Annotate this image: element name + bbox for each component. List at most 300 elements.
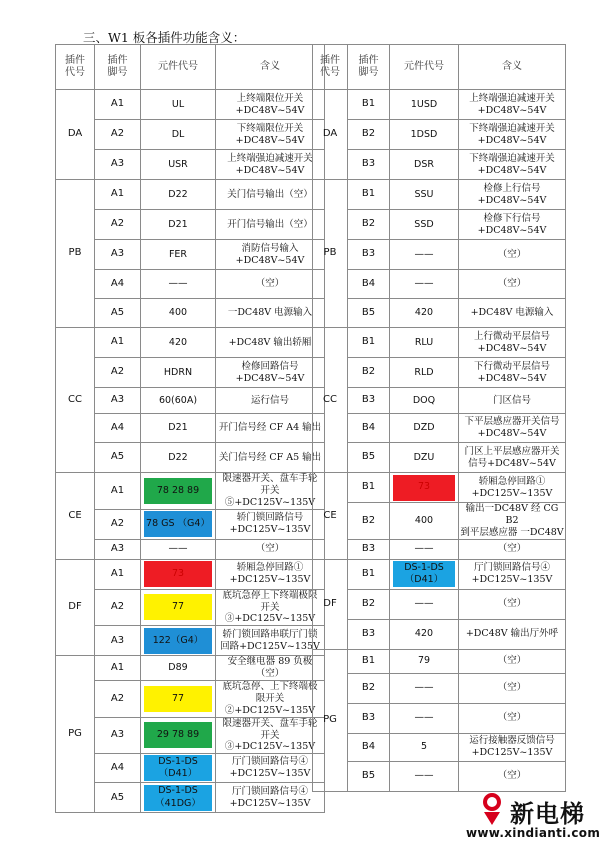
meaning-line: （空） bbox=[497, 655, 527, 667]
plug-code-cell: DA bbox=[56, 90, 95, 180]
table-row bbox=[313, 619, 566, 649]
meaning-line: +DC48V~54V bbox=[477, 104, 547, 116]
code-line: DS-1-DS bbox=[158, 785, 198, 797]
pin-table-right bbox=[312, 44, 566, 792]
pin-number-cell: B2 bbox=[348, 210, 390, 240]
pin-number-cell: B1 bbox=[348, 90, 390, 120]
meaning-line: +DC48V~54V bbox=[477, 372, 547, 384]
meaning-line: +DC48V~54V bbox=[235, 254, 305, 266]
header-plug-code bbox=[313, 45, 348, 90]
meaning-line: 检修上行信号 bbox=[483, 182, 541, 194]
code-text bbox=[142, 307, 214, 319]
meaning-cell bbox=[459, 210, 566, 240]
meaning-line: 开关③+DC125V~135V bbox=[224, 601, 316, 625]
meaning-line: （空） bbox=[497, 248, 527, 260]
code-line: 73 bbox=[171, 567, 185, 579]
code-text bbox=[391, 219, 457, 231]
elevator-logo-icon bbox=[478, 792, 508, 826]
code-line: （41DG） bbox=[155, 797, 201, 809]
meaning-line: 输出一DC48V 经 CG B2 bbox=[465, 503, 559, 526]
table-row bbox=[313, 358, 566, 388]
meaning-line: 轿厢急停回路① bbox=[478, 475, 546, 487]
meaning-line: 检修下行信号 bbox=[483, 212, 541, 224]
color-highlight bbox=[393, 475, 455, 501]
plug-code-cell: CC bbox=[56, 328, 95, 473]
meaning-line: 上行微动平层信号 bbox=[473, 330, 550, 342]
meaning-line: 门区上平层感应器开关 bbox=[464, 445, 560, 457]
pin-number-cell: A5 bbox=[95, 783, 141, 813]
header-pin-bottom: 脚号 bbox=[358, 67, 379, 78]
meaning-line: +DC48V~54V bbox=[477, 342, 547, 354]
plug-code-cell: PB bbox=[313, 180, 348, 328]
meaning-cell bbox=[459, 414, 566, 443]
code-line: 420 bbox=[414, 628, 434, 640]
code-text bbox=[142, 99, 214, 111]
meaning-cell bbox=[459, 559, 566, 589]
code-text bbox=[391, 159, 457, 171]
component-code-cell bbox=[390, 559, 459, 589]
meaning-cell bbox=[459, 703, 566, 733]
code-line: 1USD bbox=[410, 98, 438, 110]
header-pin-number bbox=[348, 45, 390, 90]
code-text bbox=[142, 129, 214, 141]
table-row bbox=[313, 328, 566, 358]
pin-table-left bbox=[55, 44, 325, 813]
pin-number-cell: B3 bbox=[348, 150, 390, 180]
component-code-cell bbox=[141, 150, 216, 180]
meaning-line: 到平层感应器 一DC48V bbox=[460, 526, 564, 538]
table-row bbox=[56, 210, 325, 240]
pin-number-cell: B1 bbox=[348, 559, 390, 589]
component-code-cell bbox=[141, 388, 216, 414]
code-line: 1DSD bbox=[410, 128, 438, 140]
meaning-line: 运行接触器反馈信号 bbox=[469, 735, 555, 747]
code-line: 79 bbox=[417, 655, 431, 667]
meaning-line: +DC125V~135V bbox=[229, 574, 311, 586]
component-code-cell bbox=[390, 150, 459, 180]
meaning-cell bbox=[216, 120, 325, 150]
meaning-line: 底坑急停上下终端极限 bbox=[222, 589, 318, 601]
code-line: 77 bbox=[171, 601, 185, 613]
code-text bbox=[391, 249, 457, 261]
meaning-line: 下行微动平层信号 bbox=[473, 360, 550, 372]
meaning-cell bbox=[459, 443, 566, 473]
table-row bbox=[56, 626, 325, 656]
table-row bbox=[56, 180, 325, 210]
meaning-line: 上终端限位开关 bbox=[236, 92, 304, 104]
meaning-line: 限速器开关、盘车手轮 bbox=[222, 473, 318, 484]
code-text bbox=[391, 395, 457, 407]
component-code-cell bbox=[390, 673, 459, 703]
pin-number-cell: A5 bbox=[95, 299, 141, 328]
pin-number-cell: B2 bbox=[348, 503, 390, 540]
code-line: SSD bbox=[414, 218, 434, 230]
component-code-cell bbox=[390, 703, 459, 733]
meaning-cell bbox=[459, 589, 566, 619]
pin-number-cell: A1 bbox=[95, 656, 141, 681]
table-row bbox=[313, 299, 566, 328]
meaning-cell bbox=[459, 328, 566, 358]
meaning-cell bbox=[216, 414, 325, 443]
color-highlight bbox=[393, 561, 455, 587]
code-line: 122（G4） bbox=[152, 634, 204, 646]
pin-number-cell: A3 bbox=[95, 539, 141, 559]
meaning-line: +DC48V~54V bbox=[477, 224, 547, 236]
pin-number-cell: A4 bbox=[95, 754, 141, 783]
pin-number-cell: B3 bbox=[348, 539, 390, 559]
table-row bbox=[56, 443, 325, 473]
code-line: D89 bbox=[168, 662, 188, 674]
code-line: USR bbox=[168, 158, 188, 170]
code-text bbox=[391, 278, 457, 290]
meaning-line: 上终端强迫减速开关 bbox=[227, 152, 313, 164]
meaning-cell bbox=[216, 589, 325, 626]
table-row bbox=[56, 656, 325, 681]
code-line: —— bbox=[168, 278, 188, 290]
component-code-cell bbox=[390, 619, 459, 649]
meaning-cell bbox=[216, 754, 325, 783]
color-highlight bbox=[144, 478, 212, 504]
code-line: （D41） bbox=[158, 768, 198, 780]
code-line: SSU bbox=[414, 188, 434, 200]
pin-number-cell: A1 bbox=[95, 180, 141, 210]
meaning-line: 下终端限位开关 bbox=[236, 122, 304, 134]
meaning-cell bbox=[459, 649, 566, 673]
meaning-line: 开关⑤+DC125V~135V bbox=[224, 484, 316, 508]
meaning-line: +DC125V~135V bbox=[229, 524, 311, 536]
pin-number-cell: B2 bbox=[348, 589, 390, 619]
meaning-line: 底坑急停、上下终端极 bbox=[222, 681, 318, 692]
table-row bbox=[313, 150, 566, 180]
meaning-cell bbox=[216, 90, 325, 120]
meaning-line: +DC125V~135V bbox=[471, 487, 553, 499]
meaning-line: +DC48V~54V bbox=[235, 134, 305, 146]
meaning-line: +DC48V 输出轿厢 bbox=[228, 336, 312, 348]
pin-number-cell: B3 bbox=[348, 703, 390, 733]
meaning-line: （空） bbox=[497, 770, 527, 782]
code-text bbox=[391, 129, 457, 141]
pin-number-cell: A3 bbox=[95, 240, 141, 270]
table-row bbox=[313, 240, 566, 270]
table-header-row bbox=[56, 45, 325, 90]
component-code-cell bbox=[141, 754, 216, 783]
header-meaning: 含义 bbox=[459, 45, 566, 90]
meaning-cell bbox=[216, 681, 325, 718]
component-code-cell bbox=[141, 681, 216, 718]
meaning-line: （空） bbox=[497, 682, 527, 694]
header-pin-top: 插件 bbox=[358, 54, 379, 66]
header-pin-top: 插件 bbox=[107, 54, 128, 66]
component-code-cell bbox=[390, 473, 459, 503]
meaning-line: +DC48V 输出厅外呼 bbox=[465, 628, 559, 640]
component-code-cell bbox=[390, 589, 459, 619]
table-row bbox=[56, 414, 325, 443]
table-row bbox=[313, 210, 566, 240]
component-code-cell bbox=[390, 358, 459, 388]
code-line: RLU bbox=[414, 336, 434, 348]
code-line: RLD bbox=[414, 366, 434, 378]
meaning-cell bbox=[216, 388, 325, 414]
code-text bbox=[391, 452, 457, 464]
table-row bbox=[56, 589, 325, 626]
meaning-line: 信号+DC48V~54V bbox=[468, 457, 556, 469]
meaning-cell bbox=[216, 299, 325, 328]
code-line: 73 bbox=[417, 481, 431, 493]
component-code-cell bbox=[141, 443, 216, 473]
code-text bbox=[142, 367, 214, 379]
component-code-cell bbox=[141, 509, 216, 539]
pin-number-cell: B4 bbox=[348, 270, 390, 299]
code-line: —— bbox=[414, 682, 434, 694]
component-code-cell bbox=[141, 559, 216, 589]
code-line: （D41） bbox=[404, 574, 444, 586]
table-header-row bbox=[313, 45, 566, 90]
plug-code-cell: CE bbox=[56, 473, 95, 560]
table-row bbox=[313, 649, 566, 673]
pin-number-cell: A2 bbox=[95, 509, 141, 539]
meaning-cell bbox=[459, 270, 566, 299]
code-line: DS-1-DS bbox=[404, 561, 444, 573]
code-line: —— bbox=[168, 543, 188, 555]
pin-number-cell: A3 bbox=[95, 388, 141, 414]
header-plug-bottom: 代号 bbox=[320, 67, 340, 78]
pin-number-cell: A3 bbox=[95, 717, 141, 754]
pin-number-cell: A3 bbox=[95, 626, 141, 656]
pin-number-cell: A5 bbox=[95, 443, 141, 473]
meaning-line: 轿厢急停回路① bbox=[236, 562, 304, 574]
meaning-line: 下平层感应器开关信号 bbox=[464, 416, 560, 428]
code-line: DL bbox=[171, 128, 185, 140]
component-code-cell bbox=[141, 90, 216, 120]
code-line: D21 bbox=[168, 218, 188, 230]
code-line: —— bbox=[414, 770, 434, 782]
component-code-cell bbox=[141, 783, 216, 813]
code-text bbox=[391, 99, 457, 111]
meaning-cell bbox=[459, 619, 566, 649]
pin-number-cell: B3 bbox=[348, 388, 390, 414]
code-text bbox=[391, 741, 457, 753]
table-row bbox=[56, 717, 325, 754]
code-text bbox=[391, 337, 457, 349]
color-highlight bbox=[144, 511, 212, 537]
header-meaning: 含义 bbox=[216, 45, 325, 90]
code-text bbox=[142, 159, 214, 171]
component-code-cell bbox=[390, 649, 459, 673]
component-code-cell bbox=[141, 656, 216, 681]
table-row bbox=[56, 473, 325, 510]
code-line: DZD bbox=[413, 422, 435, 434]
code-line: D21 bbox=[168, 422, 188, 434]
table-row bbox=[56, 240, 325, 270]
table-row bbox=[313, 761, 566, 791]
table-row bbox=[56, 358, 325, 388]
meaning-cell bbox=[216, 270, 325, 299]
color-highlight bbox=[144, 722, 212, 748]
code-text bbox=[391, 770, 457, 782]
meaning-line: +DC125V~135V bbox=[471, 574, 553, 586]
component-code-cell bbox=[141, 358, 216, 388]
pin-number-cell: A1 bbox=[95, 90, 141, 120]
code-line: UL bbox=[171, 98, 185, 110]
watermark-name: 新电梯 bbox=[510, 800, 585, 828]
code-text bbox=[391, 598, 457, 610]
table-row bbox=[313, 120, 566, 150]
component-code-cell bbox=[141, 270, 216, 299]
meaning-line: （空） bbox=[255, 543, 285, 555]
meaning-cell bbox=[459, 120, 566, 150]
meaning-line: 关门信号输出（空） bbox=[227, 188, 313, 200]
watermark-url: www.xindianti.com bbox=[466, 826, 600, 840]
meaning-line: +DC125V~135V bbox=[471, 747, 553, 759]
component-code-cell bbox=[141, 539, 216, 559]
plug-code-cell: DF bbox=[313, 559, 348, 649]
meaning-cell bbox=[459, 539, 566, 559]
pin-number-cell: A3 bbox=[95, 150, 141, 180]
code-text bbox=[142, 337, 214, 349]
pin-number-cell: A4 bbox=[95, 414, 141, 443]
table-row bbox=[56, 783, 325, 813]
table-row bbox=[56, 681, 325, 718]
header-plug-bottom: 代号 bbox=[65, 67, 85, 78]
meaning-line: 限开关②+DC125V~135V bbox=[224, 692, 316, 716]
code-line: —— bbox=[414, 598, 434, 610]
meaning-cell bbox=[216, 443, 325, 473]
header-pin-bottom: 脚号 bbox=[107, 67, 128, 78]
component-code-cell bbox=[141, 473, 216, 510]
table-row bbox=[56, 388, 325, 414]
meaning-line: 运行信号 bbox=[250, 394, 289, 406]
code-line: DSR bbox=[414, 158, 434, 170]
code-line: 5 bbox=[420, 741, 428, 753]
component-code-cell bbox=[390, 539, 459, 559]
table-row bbox=[313, 503, 566, 540]
meaning-cell bbox=[459, 299, 566, 328]
meaning-cell bbox=[459, 761, 566, 791]
code-text bbox=[391, 682, 457, 694]
code-text bbox=[142, 395, 214, 407]
meaning-line: 厅门锁回路信号④ bbox=[473, 562, 550, 574]
pin-number-cell: B1 bbox=[348, 649, 390, 673]
component-code-cell bbox=[390, 328, 459, 358]
pin-number-cell: B2 bbox=[348, 673, 390, 703]
table-row bbox=[56, 539, 325, 559]
code-text bbox=[142, 662, 214, 674]
code-text bbox=[142, 189, 214, 201]
pin-number-cell: B4 bbox=[348, 414, 390, 443]
component-code-cell bbox=[390, 503, 459, 540]
plug-code-cell: PG bbox=[313, 649, 348, 791]
meaning-cell bbox=[459, 388, 566, 414]
table-row bbox=[313, 733, 566, 761]
table-row bbox=[56, 299, 325, 328]
table-row bbox=[56, 270, 325, 299]
meaning-cell bbox=[459, 240, 566, 270]
meaning-line: +DC48V~54V bbox=[235, 164, 305, 176]
header-component-code: 元件代号 bbox=[390, 45, 459, 90]
component-code-cell bbox=[390, 120, 459, 150]
meaning-cell bbox=[216, 210, 325, 240]
code-text bbox=[391, 515, 457, 527]
meaning-line: +DC48V~54V bbox=[477, 134, 547, 146]
table-row bbox=[313, 180, 566, 210]
pin-number-cell: A1 bbox=[95, 328, 141, 358]
table-row bbox=[313, 473, 566, 503]
pin-number-cell: B5 bbox=[348, 299, 390, 328]
meaning-line: 开关③+DC125V~135V bbox=[224, 729, 316, 753]
header-plug-code bbox=[56, 45, 95, 90]
component-code-cell bbox=[390, 733, 459, 761]
meaning-cell bbox=[216, 559, 325, 589]
code-text bbox=[391, 307, 457, 319]
meaning-cell bbox=[216, 150, 325, 180]
code-text bbox=[391, 655, 457, 667]
table-row bbox=[313, 90, 566, 120]
meaning-line: （空） bbox=[497, 543, 527, 555]
table-row bbox=[56, 120, 325, 150]
pin-number-cell: B4 bbox=[348, 733, 390, 761]
meaning-line: 安全继电器 89 负极（空） bbox=[227, 656, 313, 680]
pin-number-cell: B1 bbox=[348, 473, 390, 503]
meaning-line: 回路+DC125V~135V bbox=[220, 640, 320, 652]
meaning-line: 下终端强迫减速开关 bbox=[469, 122, 555, 134]
component-code-cell bbox=[390, 299, 459, 328]
pin-number-cell: A2 bbox=[95, 210, 141, 240]
plug-code-cell: PG bbox=[56, 656, 95, 813]
component-code-cell bbox=[390, 210, 459, 240]
meaning-cell bbox=[216, 328, 325, 358]
pin-number-cell: B3 bbox=[348, 240, 390, 270]
code-text bbox=[391, 422, 457, 434]
meaning-cell bbox=[459, 473, 566, 503]
meaning-line: 限速器开关、盘车手轮 bbox=[222, 717, 318, 729]
meaning-cell bbox=[216, 509, 325, 539]
pin-number-cell: A2 bbox=[95, 358, 141, 388]
code-line: 60(60A) bbox=[158, 394, 198, 406]
plug-code-cell: DF bbox=[56, 559, 95, 656]
component-code-cell bbox=[141, 717, 216, 754]
header-component-code: 元件代号 bbox=[141, 45, 216, 90]
pin-number-cell: A4 bbox=[95, 270, 141, 299]
meaning-cell bbox=[459, 150, 566, 180]
code-line: DOQ bbox=[412, 394, 436, 406]
pin-number-cell: B2 bbox=[348, 120, 390, 150]
meaning-cell bbox=[216, 473, 325, 510]
code-line: DZU bbox=[413, 451, 435, 463]
component-code-cell bbox=[390, 270, 459, 299]
code-text bbox=[142, 219, 214, 231]
color-highlight bbox=[144, 686, 212, 712]
meaning-line: +DC48V~54V bbox=[477, 164, 547, 176]
code-line: 78 28 89 bbox=[156, 484, 200, 496]
component-code-cell bbox=[141, 120, 216, 150]
table-row bbox=[56, 754, 325, 783]
header-pin-number bbox=[95, 45, 141, 90]
meaning-line: 门区信号 bbox=[492, 394, 531, 406]
meaning-line: （空） bbox=[255, 278, 285, 290]
table-row bbox=[56, 150, 325, 180]
table-row bbox=[313, 388, 566, 414]
pin-number-cell: A2 bbox=[95, 120, 141, 150]
plug-code-cell: DA bbox=[313, 90, 348, 180]
component-code-cell bbox=[141, 589, 216, 626]
meaning-cell bbox=[216, 539, 325, 559]
meaning-line: （空） bbox=[497, 278, 527, 290]
table-row bbox=[313, 539, 566, 559]
color-highlight bbox=[144, 628, 212, 654]
meaning-cell bbox=[459, 503, 566, 540]
code-text bbox=[391, 712, 457, 724]
header-plug-top: 插件 bbox=[65, 54, 85, 66]
